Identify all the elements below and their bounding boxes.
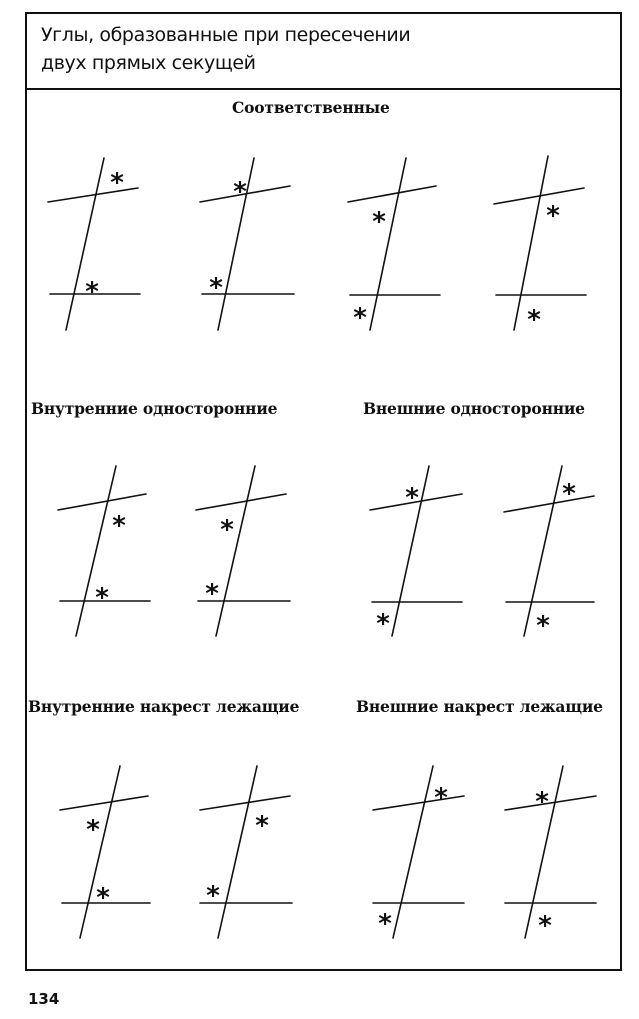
header-title-line-1: Углы, образованные при пересечении <box>41 24 411 46</box>
page-number: 134 <box>28 990 60 1008</box>
angle-marker-star: * <box>434 783 448 813</box>
angle-marker-star: * <box>220 515 234 545</box>
angle-marker-star: * <box>405 483 419 513</box>
angle-figure <box>494 156 586 335</box>
angle-marker-star: * <box>527 305 541 335</box>
angle-marker-star: * <box>538 911 552 941</box>
angle-marker-star: * <box>535 787 549 817</box>
angle-marker-star: * <box>372 207 386 237</box>
angle-marker-star: * <box>95 583 109 613</box>
parallel-line-top <box>200 796 290 810</box>
angle-marker-star: * <box>255 811 269 841</box>
parallel-line-top <box>504 496 594 512</box>
angle-marker-star: * <box>233 177 247 207</box>
header-title-line-2: двух прямых секущей <box>41 52 256 74</box>
angle-figure <box>196 466 290 636</box>
angle-marker-star: * <box>546 201 560 231</box>
parallel-line-top <box>505 796 596 810</box>
angle-marker-star: * <box>112 511 126 541</box>
angle-figure <box>504 466 594 641</box>
transversal-line <box>216 466 255 636</box>
angle-figure <box>58 466 150 636</box>
angle-marker-star: * <box>209 273 223 303</box>
angle-marker-star: * <box>85 277 99 307</box>
parallel-line-top <box>48 188 138 202</box>
section-title-interior-same-side: Внутренние односторонние <box>31 399 278 418</box>
transversal-line <box>370 158 406 330</box>
angle-marker-star: * <box>110 168 124 198</box>
angle-figure <box>200 158 294 330</box>
transversal-line <box>218 766 257 938</box>
section-title-exterior-same-side: Внешние односторонние <box>363 399 585 418</box>
parallel-line-top <box>60 796 148 810</box>
angle-figure <box>370 466 462 639</box>
transversal-line <box>393 766 433 938</box>
parallel-line-top <box>373 796 464 810</box>
transversal-line <box>514 156 548 330</box>
angle-marker-star: * <box>205 579 219 609</box>
angle-figure <box>373 766 464 939</box>
angle-marker-star: * <box>206 881 220 911</box>
angle-marker-star: * <box>86 815 100 845</box>
angle-figure <box>60 766 150 938</box>
parallel-line-top <box>348 186 436 202</box>
angle-figure <box>48 158 140 330</box>
angle-figure <box>348 158 440 333</box>
angle-marker-star: * <box>536 611 550 641</box>
section-title-exterior-alternate: Внешние накрест лежащие <box>356 697 603 716</box>
section-title-corresponding: Соответственные <box>232 98 390 117</box>
angle-marker-star: * <box>378 909 392 939</box>
parallel-line-top <box>58 494 146 510</box>
angle-marker-star: * <box>353 303 367 333</box>
parallel-line-top <box>196 494 286 510</box>
angle-marker-star: * <box>96 883 110 913</box>
angle-figure <box>505 766 596 941</box>
section-title-interior-alternate: Внутренние накрест лежащие <box>28 697 300 716</box>
angle-marker-star: * <box>562 479 576 509</box>
angle-marker-star: * <box>376 609 390 639</box>
angle-figure <box>200 766 292 938</box>
